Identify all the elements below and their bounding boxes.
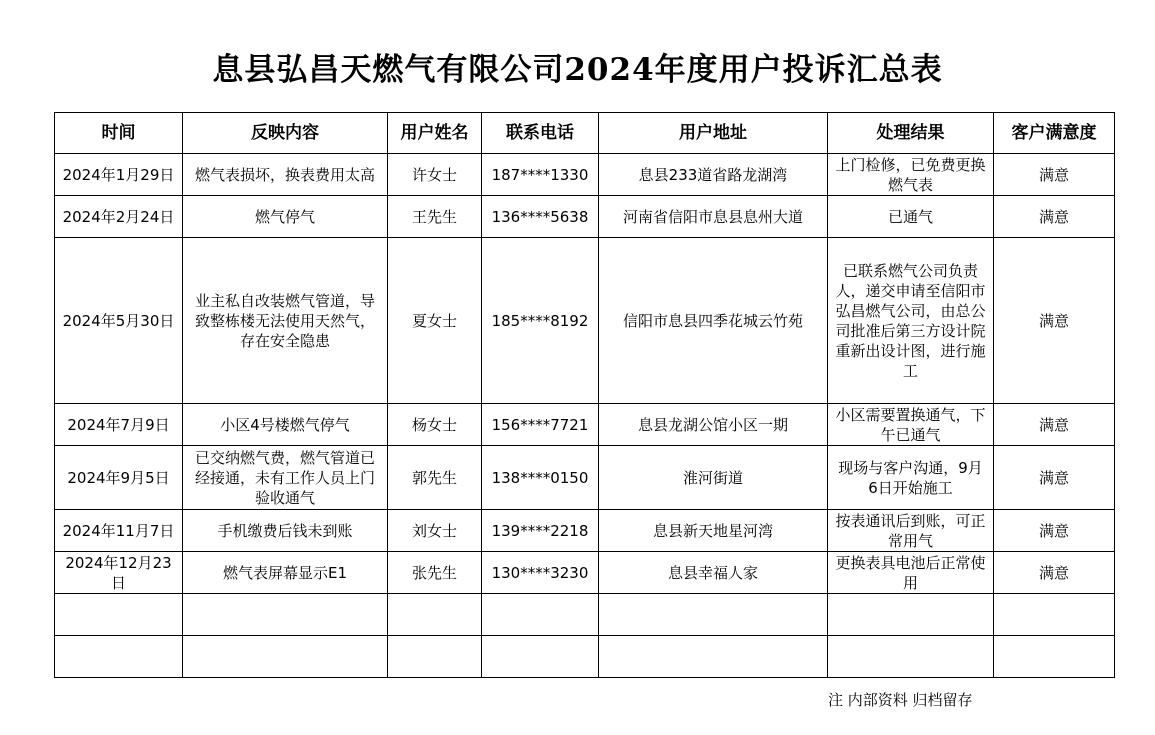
cell-content: 燃气表损坏，换表费用太高 [183, 154, 388, 196]
table-row [55, 552, 1115, 594]
table-row [55, 510, 1115, 552]
cell-satisfaction: 满意 [994, 154, 1115, 196]
footer-note: 注 内部资料 归档留存 [828, 691, 973, 709]
empty-cell [183, 636, 388, 678]
empty-cell [828, 636, 994, 678]
cell-name: 夏女士 [388, 238, 482, 404]
cell-content: 小区4号楼燃气停气 [183, 404, 388, 446]
cell-result: 更换表具电池后正常使用 [828, 552, 994, 594]
empty-cell [388, 636, 482, 678]
cell-satisfaction: 满意 [994, 404, 1115, 446]
cell-phone: 185****8192 [482, 238, 599, 404]
cell-content: 业主私自改装燃气管道，导致整栋楼无法使用天然气，存在安全隐患 [183, 238, 388, 404]
empty-cell [828, 594, 994, 636]
empty-cell [55, 636, 183, 678]
header-phone: 联系电话 [482, 113, 599, 154]
table-row-empty [55, 636, 1115, 678]
cell-time: 2024年7月9日 [55, 404, 183, 446]
page-title: 息县弘昌天燃气有限公司2024年度用户投诉汇总表 [212, 52, 943, 88]
header-time: 时间 [55, 113, 183, 154]
table-row [55, 154, 1115, 196]
cell-phone: 156****7721 [482, 404, 599, 446]
empty-cell [55, 594, 183, 636]
cell-address: 息县龙湖公馆小区一期 [599, 404, 828, 446]
cell-time: 2024年5月30日 [55, 238, 183, 404]
cell-phone: 139****2218 [482, 510, 599, 552]
table-row [55, 238, 1115, 404]
cell-address: 河南省信阳市息县息州大道 [599, 196, 828, 238]
empty-cell [183, 594, 388, 636]
cell-name: 郭先生 [388, 446, 482, 510]
empty-cell [599, 636, 828, 678]
cell-address: 息县幸福人家 [599, 552, 828, 594]
header-satisfaction: 客户满意度 [994, 113, 1115, 154]
cell-time: 2024年9月5日 [55, 446, 183, 510]
table-row [55, 196, 1115, 238]
cell-result: 按表通讯后到账，可正常用气 [828, 510, 994, 552]
empty-cell [482, 636, 599, 678]
empty-cell [994, 636, 1115, 678]
cell-name: 张先生 [388, 552, 482, 594]
cell-satisfaction: 满意 [994, 238, 1115, 404]
empty-cell [599, 594, 828, 636]
cell-time: 2024年2月24日 [55, 196, 183, 238]
cell-result: 小区需要置换通气，下午已通气 [828, 404, 994, 446]
table-row [55, 446, 1115, 510]
cell-result: 现场与客户沟通，9月6日开始施工 [828, 446, 994, 510]
complaint-table [54, 112, 1115, 678]
cell-time: 2024年11月7日 [55, 510, 183, 552]
cell-satisfaction: 满意 [994, 552, 1115, 594]
cell-name: 杨女士 [388, 404, 482, 446]
header-address: 用户地址 [599, 113, 828, 154]
cell-phone: 138****0150 [482, 446, 599, 510]
cell-name: 王先生 [388, 196, 482, 238]
cell-time: 2024年12月23日 [55, 552, 183, 594]
cell-address: 息县233道省路龙湖湾 [599, 154, 828, 196]
header-name: 用户姓名 [388, 113, 482, 154]
cell-content: 燃气表屏幕显示E1 [183, 552, 388, 594]
table-row [55, 404, 1115, 446]
header-row [55, 113, 1115, 154]
cell-content: 燃气停气 [183, 196, 388, 238]
cell-result: 上门检修，已免费更换燃气表 [828, 154, 994, 196]
cell-phone: 187****1330 [482, 154, 599, 196]
cell-content: 手机缴费后钱未到账 [183, 510, 388, 552]
cell-phone: 130****3230 [482, 552, 599, 594]
cell-content: 已交纳燃气费，燃气管道已经接通，未有工作人员上门验收通气 [183, 446, 388, 510]
cell-time: 2024年1月29日 [55, 154, 183, 196]
cell-result: 已通气 [828, 196, 994, 238]
cell-result: 已联系燃气公司负责人，递交申请至信阳市弘昌燃气公司，由总公司批准后第三方设计院重新出设计图，进行施工 [828, 238, 994, 404]
cell-address: 息县新天地星河湾 [599, 510, 828, 552]
empty-cell [994, 594, 1115, 636]
cell-satisfaction: 满意 [994, 446, 1115, 510]
header-content: 反映内容 [183, 113, 388, 154]
cell-address: 淮河街道 [599, 446, 828, 510]
empty-cell [482, 594, 599, 636]
cell-address: 信阳市息县四季花城云竹苑 [599, 238, 828, 404]
header-result: 处理结果 [828, 113, 994, 154]
cell-satisfaction: 满意 [994, 196, 1115, 238]
cell-name: 刘女士 [388, 510, 482, 552]
cell-name: 许女士 [388, 154, 482, 196]
cell-satisfaction: 满意 [994, 510, 1115, 552]
empty-cell [388, 594, 482, 636]
table-row-empty [55, 594, 1115, 636]
cell-phone: 136****5638 [482, 196, 599, 238]
